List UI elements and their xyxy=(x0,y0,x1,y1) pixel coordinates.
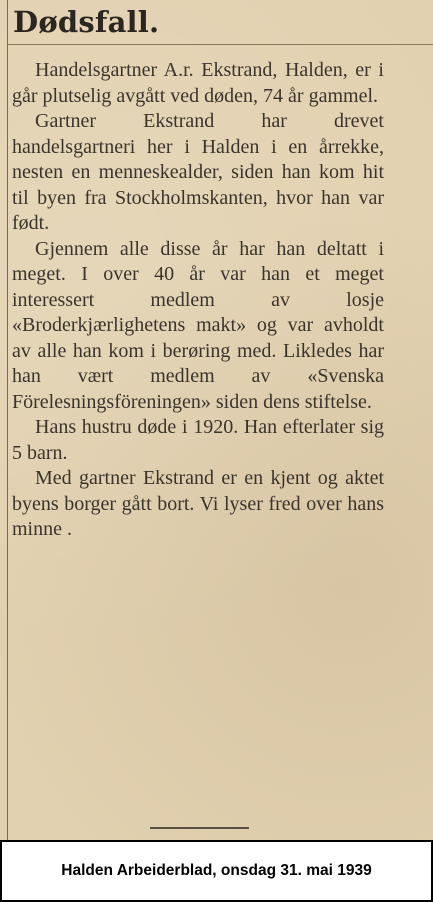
article-paragraph-5: Med gartner Ekstrand er en kjent og aktet byens borger gått bort. Vi lyser fred over hans minne . xyxy=(12,467,384,540)
source-caption: Halden Arbeiderblad, onsdag 31. mai 1939 xyxy=(61,862,372,879)
article-paragraph-1: Handelsgartner A.r. Ekstrand, Halden, er i går plutselig avgått ved døden, 74 år gammel. xyxy=(12,59,384,107)
article-heading: Dødsfall. xyxy=(13,5,160,39)
source-caption-box xyxy=(0,840,433,902)
obituary-article xyxy=(12,58,384,543)
article-paragraph-4: Hans hustru døde i 1920. Han efterlater sig 5 barn. xyxy=(12,416,384,464)
column-rule xyxy=(7,0,8,840)
article-paragraph-3: Gjennem alle disse år har han deltatt i meget. I over 40 år var han et meget interessert medlem av losje «Broderkjærlighetens makt» og var avholdt av alle han kom i berøring med. Likledes har han vært medlem av «Svenska Förelesningsföreningen» siden dens stiftelse. xyxy=(12,237,384,413)
article-paragraph-2: Gartner Ekstrand har drevet handelsgartneri her i Halden i en årrekke, nesten en menneskealder, siden han kom hit til byen fra Stockholmskanten, hvor han var født. xyxy=(12,110,384,234)
article-end-divider xyxy=(150,827,249,829)
heading-divider xyxy=(8,44,433,45)
